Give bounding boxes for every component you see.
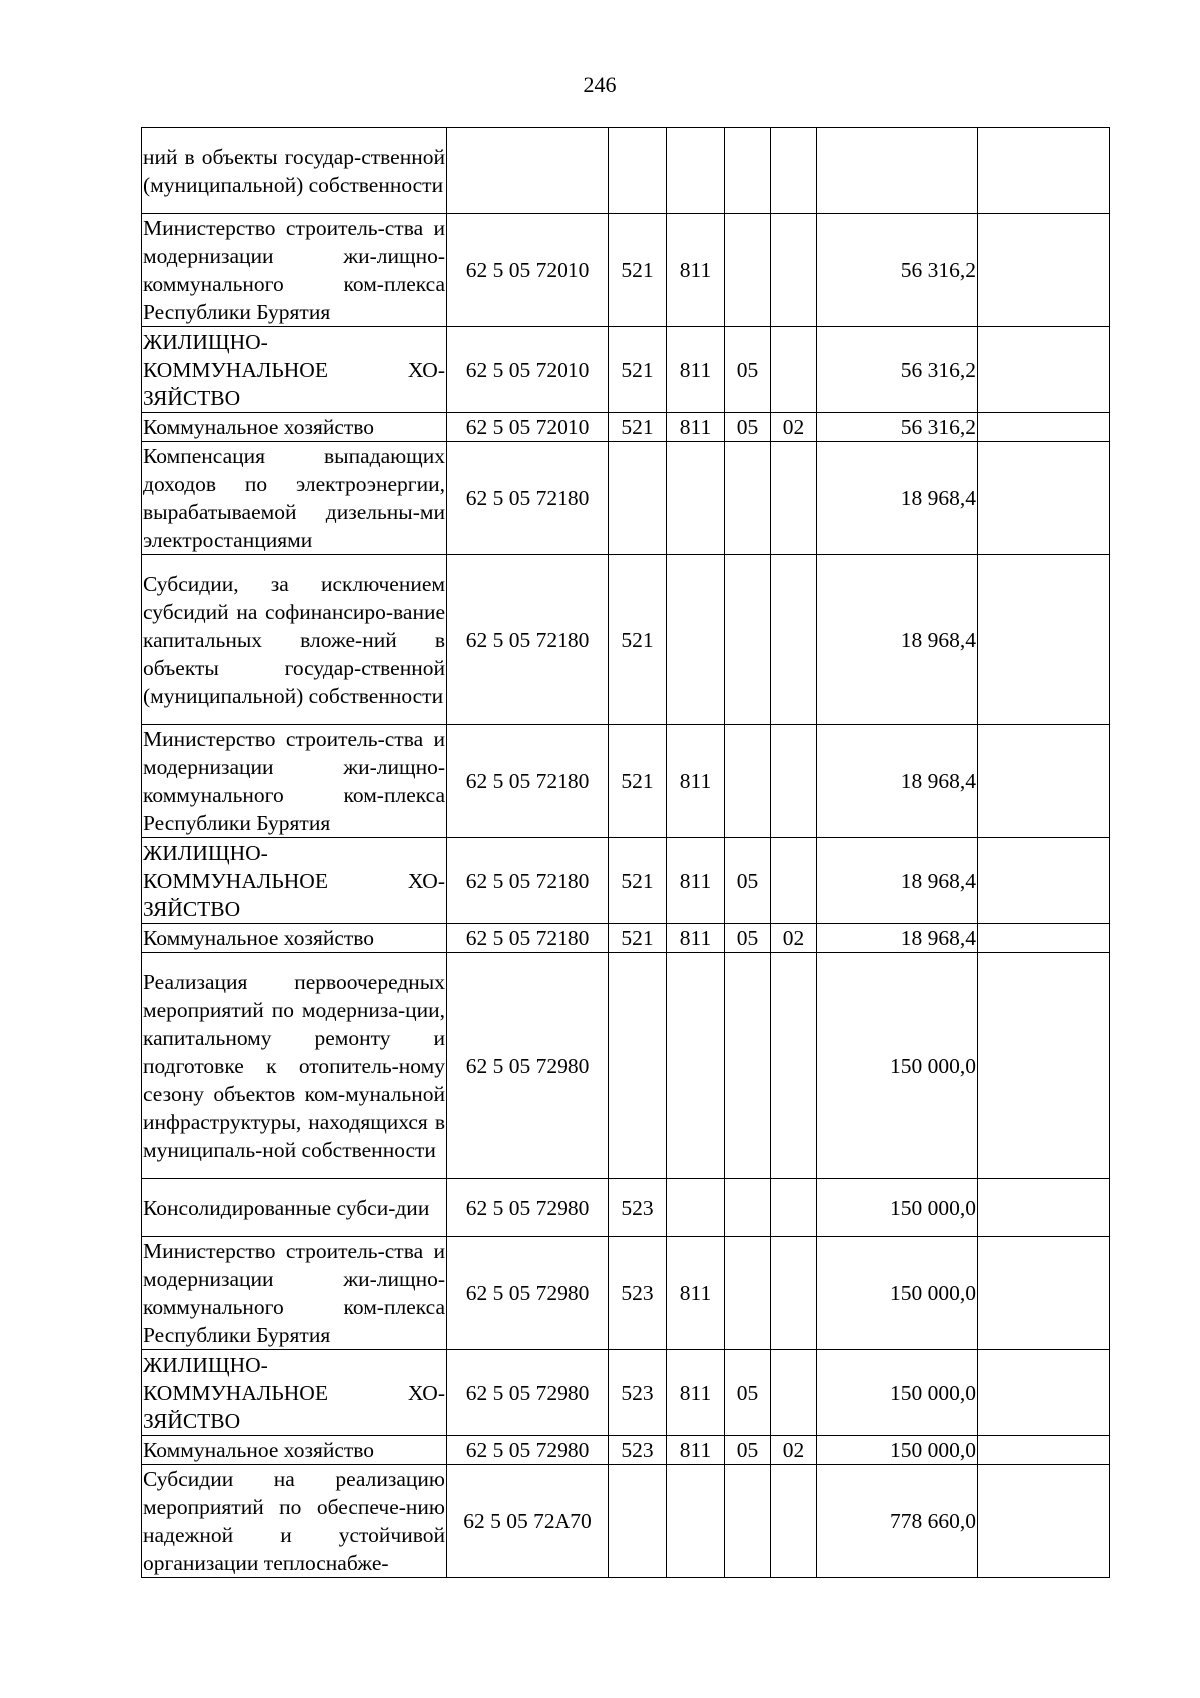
section-code	[725, 555, 771, 725]
extra-cell	[978, 327, 1110, 413]
ministry-code	[667, 128, 725, 214]
expense-type: 521	[609, 214, 667, 327]
subsection-code	[771, 953, 817, 1179]
subsection-code: 02	[771, 413, 817, 442]
expense-type: 523	[609, 1179, 667, 1237]
expense-type: 523	[609, 1436, 667, 1465]
section-code: 05	[725, 924, 771, 953]
expense-type	[609, 442, 667, 555]
expense-type: 523	[609, 1350, 667, 1436]
ministry-code: 811	[667, 413, 725, 442]
expense-type: 521	[609, 555, 667, 725]
ministry-code: 811	[667, 1237, 725, 1350]
ministry-code	[667, 555, 725, 725]
ministry-code: 811	[667, 327, 725, 413]
extra-cell	[978, 953, 1110, 1179]
item-name: ЖИЛИЩНО-КОММУНАЛЬНОЕ ХО-ЗЯЙСТВО	[142, 1350, 447, 1436]
table-row	[142, 555, 1110, 725]
subsection-code	[771, 555, 817, 725]
amount: 18 968,4	[817, 924, 978, 953]
section-code	[725, 1179, 771, 1237]
table-row	[142, 214, 1110, 327]
table-row	[142, 1436, 1110, 1465]
amount: 56 316,2	[817, 214, 978, 327]
table-body	[142, 128, 1110, 1578]
target-code: 62 5 05 72980	[447, 953, 609, 1179]
extra-cell	[978, 924, 1110, 953]
item-name: Консолидированные субси-дии	[142, 1179, 447, 1237]
target-code: 62 5 05 72180	[447, 838, 609, 924]
extra-cell	[978, 838, 1110, 924]
target-code: 62 5 05 72180	[447, 725, 609, 838]
ministry-code: 811	[667, 1436, 725, 1465]
ministry-code: 811	[667, 838, 725, 924]
item-name: Реализация первоочередных мероприятий по модерниза-ции, капитальному ремонту и подготовке к отопитель-ному сезону объектов ком-мунальной инфраструктуры, находящихся в муниципаль-ной собственности	[142, 953, 447, 1179]
ministry-code	[667, 953, 725, 1179]
target-code: 62 5 05 72980	[447, 1237, 609, 1350]
item-name: Коммунальное хозяйство	[142, 924, 447, 953]
item-name: Министерство строитель-ства и модернизации жи-лищно-коммунального ком-плекса Республики Бурятия	[142, 1237, 447, 1350]
amount	[817, 128, 978, 214]
ministry-code	[667, 1465, 725, 1578]
item-name: Субсидии, за исключением субсидий на софинансиро-вание капитальных вложе-ний в объекты государ-ственной (муниципальной) собственности	[142, 555, 447, 725]
section-code: 05	[725, 413, 771, 442]
expense-type: 521	[609, 725, 667, 838]
amount: 56 316,2	[817, 413, 978, 442]
item-name: Субсидии на реализацию мероприятий по обеспече-нию надежной и устойчивой организации теплоснабже-	[142, 1465, 447, 1578]
target-code: 62 5 05 72980	[447, 1179, 609, 1237]
expense-type: 521	[609, 924, 667, 953]
section-code	[725, 214, 771, 327]
ministry-code: 811	[667, 924, 725, 953]
table-row	[142, 442, 1110, 555]
expense-type	[609, 953, 667, 1179]
table-row	[142, 327, 1110, 413]
amount: 150 000,0	[817, 1436, 978, 1465]
section-code	[725, 128, 771, 214]
item-name: Коммунальное хозяйство	[142, 413, 447, 442]
subsection-code: 02	[771, 1436, 817, 1465]
amount: 56 316,2	[817, 327, 978, 413]
ministry-code: 811	[667, 725, 725, 838]
expense-type: 521	[609, 413, 667, 442]
extra-cell	[978, 214, 1110, 327]
item-name: Коммунальное хозяйство	[142, 1436, 447, 1465]
item-name: Министерство строитель-ства и модернизации жи-лищно-коммунального ком-плекса Республики Бурятия	[142, 214, 447, 327]
extra-cell	[978, 555, 1110, 725]
target-code: 62 5 05 72010	[447, 413, 609, 442]
subsection-code	[771, 1465, 817, 1578]
expense-type	[609, 1465, 667, 1578]
extra-cell	[978, 128, 1110, 214]
amount: 778 660,0	[817, 1465, 978, 1578]
extra-cell	[978, 1179, 1110, 1237]
section-code	[725, 953, 771, 1179]
expense-type: 523	[609, 1237, 667, 1350]
budget-table	[141, 127, 1110, 1578]
subsection-code	[771, 442, 817, 555]
extra-cell	[978, 1436, 1110, 1465]
target-code: 62 5 05 72180	[447, 924, 609, 953]
ministry-code	[667, 442, 725, 555]
table-row	[142, 128, 1110, 214]
amount: 150 000,0	[817, 1350, 978, 1436]
section-code	[725, 442, 771, 555]
subsection-code	[771, 1350, 817, 1436]
table-row	[142, 1179, 1110, 1237]
expense-type: 521	[609, 327, 667, 413]
section-code: 05	[725, 327, 771, 413]
ministry-code: 811	[667, 1350, 725, 1436]
extra-cell	[978, 413, 1110, 442]
amount: 18 968,4	[817, 442, 978, 555]
extra-cell	[978, 725, 1110, 838]
section-code: 05	[725, 1436, 771, 1465]
expense-type: 521	[609, 838, 667, 924]
section-code	[725, 725, 771, 838]
ministry-code: 811	[667, 214, 725, 327]
target-code: 62 5 05 72180	[447, 555, 609, 725]
target-code: 62 5 05 72010	[447, 327, 609, 413]
amount: 150 000,0	[817, 953, 978, 1179]
expense-type	[609, 128, 667, 214]
subsection-code: 02	[771, 924, 817, 953]
target-code: 62 5 05 72980	[447, 1436, 609, 1465]
item-name: ний в объекты государ-ственной (муниципальной) собственности	[142, 128, 447, 214]
section-code: 05	[725, 1350, 771, 1436]
table-row	[142, 924, 1110, 953]
table-row	[142, 1237, 1110, 1350]
amount: 18 968,4	[817, 725, 978, 838]
item-name: ЖИЛИЩНО-КОММУНАЛЬНОЕ ХО-ЗЯЙСТВО	[142, 327, 447, 413]
extra-cell	[978, 1237, 1110, 1350]
target-code: 62 5 05 72A70	[447, 1465, 609, 1578]
table-row	[142, 838, 1110, 924]
subsection-code	[771, 1237, 817, 1350]
table-row	[142, 413, 1110, 442]
subsection-code	[771, 838, 817, 924]
extra-cell	[978, 1350, 1110, 1436]
table-row	[142, 953, 1110, 1179]
amount: 18 968,4	[817, 838, 978, 924]
extra-cell	[978, 442, 1110, 555]
target-code	[447, 128, 609, 214]
target-code: 62 5 05 72980	[447, 1350, 609, 1436]
ministry-code	[667, 1179, 725, 1237]
section-code	[725, 1465, 771, 1578]
subsection-code	[771, 128, 817, 214]
subsection-code	[771, 214, 817, 327]
table-row	[142, 1350, 1110, 1436]
section-code	[725, 1237, 771, 1350]
section-code: 05	[725, 838, 771, 924]
target-code: 62 5 05 72180	[447, 442, 609, 555]
item-name: Министерство строитель-ства и модернизации жи-лищно-коммунального ком-плекса Республики Бурятия	[142, 725, 447, 838]
amount: 18 968,4	[817, 555, 978, 725]
item-name: Компенсация выпадающих доходов по электроэнергии, вырабатываемой дизельны-ми электростанциями	[142, 442, 447, 555]
table-row	[142, 1465, 1110, 1578]
subsection-code	[771, 1179, 817, 1237]
subsection-code	[771, 327, 817, 413]
amount: 150 000,0	[817, 1179, 978, 1237]
table-row	[142, 725, 1110, 838]
subsection-code	[771, 725, 817, 838]
page-number: 246	[583, 72, 617, 97]
item-name: ЖИЛИЩНО-КОММУНАЛЬНОЕ ХО-ЗЯЙСТВО	[142, 838, 447, 924]
target-code: 62 5 05 72010	[447, 214, 609, 327]
amount: 150 000,0	[817, 1237, 978, 1350]
extra-cell	[978, 1465, 1110, 1578]
